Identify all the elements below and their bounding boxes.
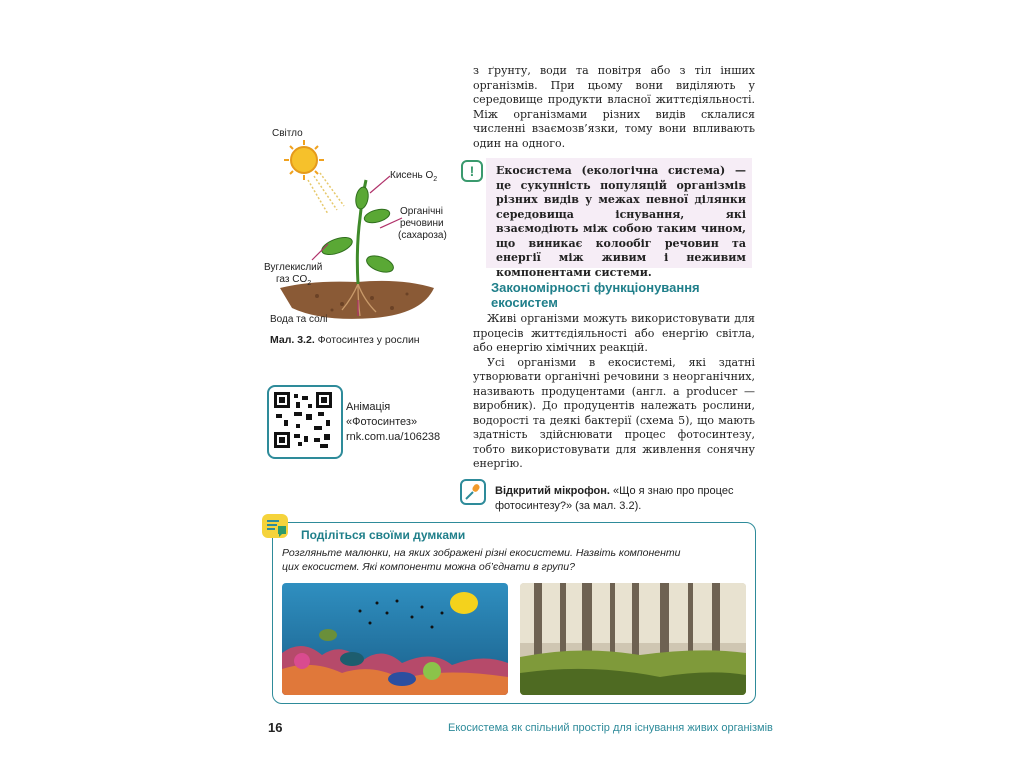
definition-box [486,158,752,279]
label-co2-2 [276,274,311,290]
qr-code-card[interactable] [267,385,343,459]
label-organic-2: речовини [400,218,444,229]
share-text-line2: цих екосистем. Які компоненти можна об’єднати в групи? [282,561,575,573]
share-title: Поділіться своїми думками [301,528,466,542]
label-oxygen [390,170,437,186]
share-text-line1: Розгляньте малюнки, на яких зображені різні екосистеми. Назвіть компоненти [282,547,681,559]
qr-caption-link[interactable]: rnk.com.ua/106238 [346,431,441,443]
qr-caption-line1: Анімація [346,401,391,413]
share-instructions [282,546,702,574]
coral-reef-photo [282,583,508,695]
label-oxygen-text: Кисень O [390,170,434,181]
section-title-line2: екосистем [491,295,558,310]
label-light: Світло [272,128,303,139]
label-co2-subscript: 2 [307,280,312,287]
label-co2-text: газ CO [276,274,308,285]
body-paragraphs [473,312,755,472]
forest-photo [520,583,746,695]
definition-text: Екосистема (екологічна система) — це сукупність популяцій організмів різних видів у межах певної ділянки середовища існування, які взаємодіють між собою таким чином, що виникає колообіг речовин та енергії між живим і неживим компонентами системи. [496,164,746,279]
caption-number: Мал. 3.2. [270,334,315,346]
label-oxygen-subscript: 2 [433,176,438,183]
microphone-icon [460,479,486,505]
label-water: Вода та солі [270,314,328,325]
photosynthesis-figure [262,118,452,350]
alert-icon: ! [461,160,483,182]
qr-code-icon [274,392,334,450]
page-number: 16 [268,720,283,735]
label-co2-1: Вуглекислий [264,262,323,273]
qr-caption [346,400,440,445]
mic-prompt [495,484,757,514]
section-title [491,280,731,310]
figure-caption [270,334,420,346]
label-organic-3: (сахароза) [398,230,447,241]
mic-body: «Що я знаю про процес фотосинтезу?» (за мал. 3.2). [495,485,734,512]
intro-paragraph [473,64,755,151]
paragraph-1: Живі організми можуть використовувати для процесів життєдіяльності або енергію світла, або енергію хімічних реакцій. [473,312,755,354]
intro-text: з ґрунту, води та повітря або з тіл інших організмів. При цьому вони виділяють у середовище продукти власної життєдіяльності. Між організмами різних видів склалися численні взаємозв’язки, тому вони впливають один на одного. [473,64,755,150]
running-title: Екосистема як спільний простір для існування живих організмів [448,722,773,734]
qr-caption-line2: «Фотосинтез» [346,416,418,428]
mic-title: Відкритий мікрофон. [495,485,610,497]
section-title-line1: Закономірності функціонування [491,280,700,295]
label-organic-1: Органічні [400,206,444,217]
sun-icon [284,140,324,180]
paragraph-2: Усі організми в екосистемі, які здатні утворювати органічні речовини з неорганічних, називають продуцентами (англ. a producer — виробник). До продуцентів належать рослини, водорості та деякі бактерії (схема 5), що мають здатність здійснювати процес фотосинтезу, тобто використовувати для живлення сонячну енергію. [473,355,755,470]
chat-bubbles-icon [262,514,288,538]
caption-text: Фотосинтез у рослин [317,334,420,346]
